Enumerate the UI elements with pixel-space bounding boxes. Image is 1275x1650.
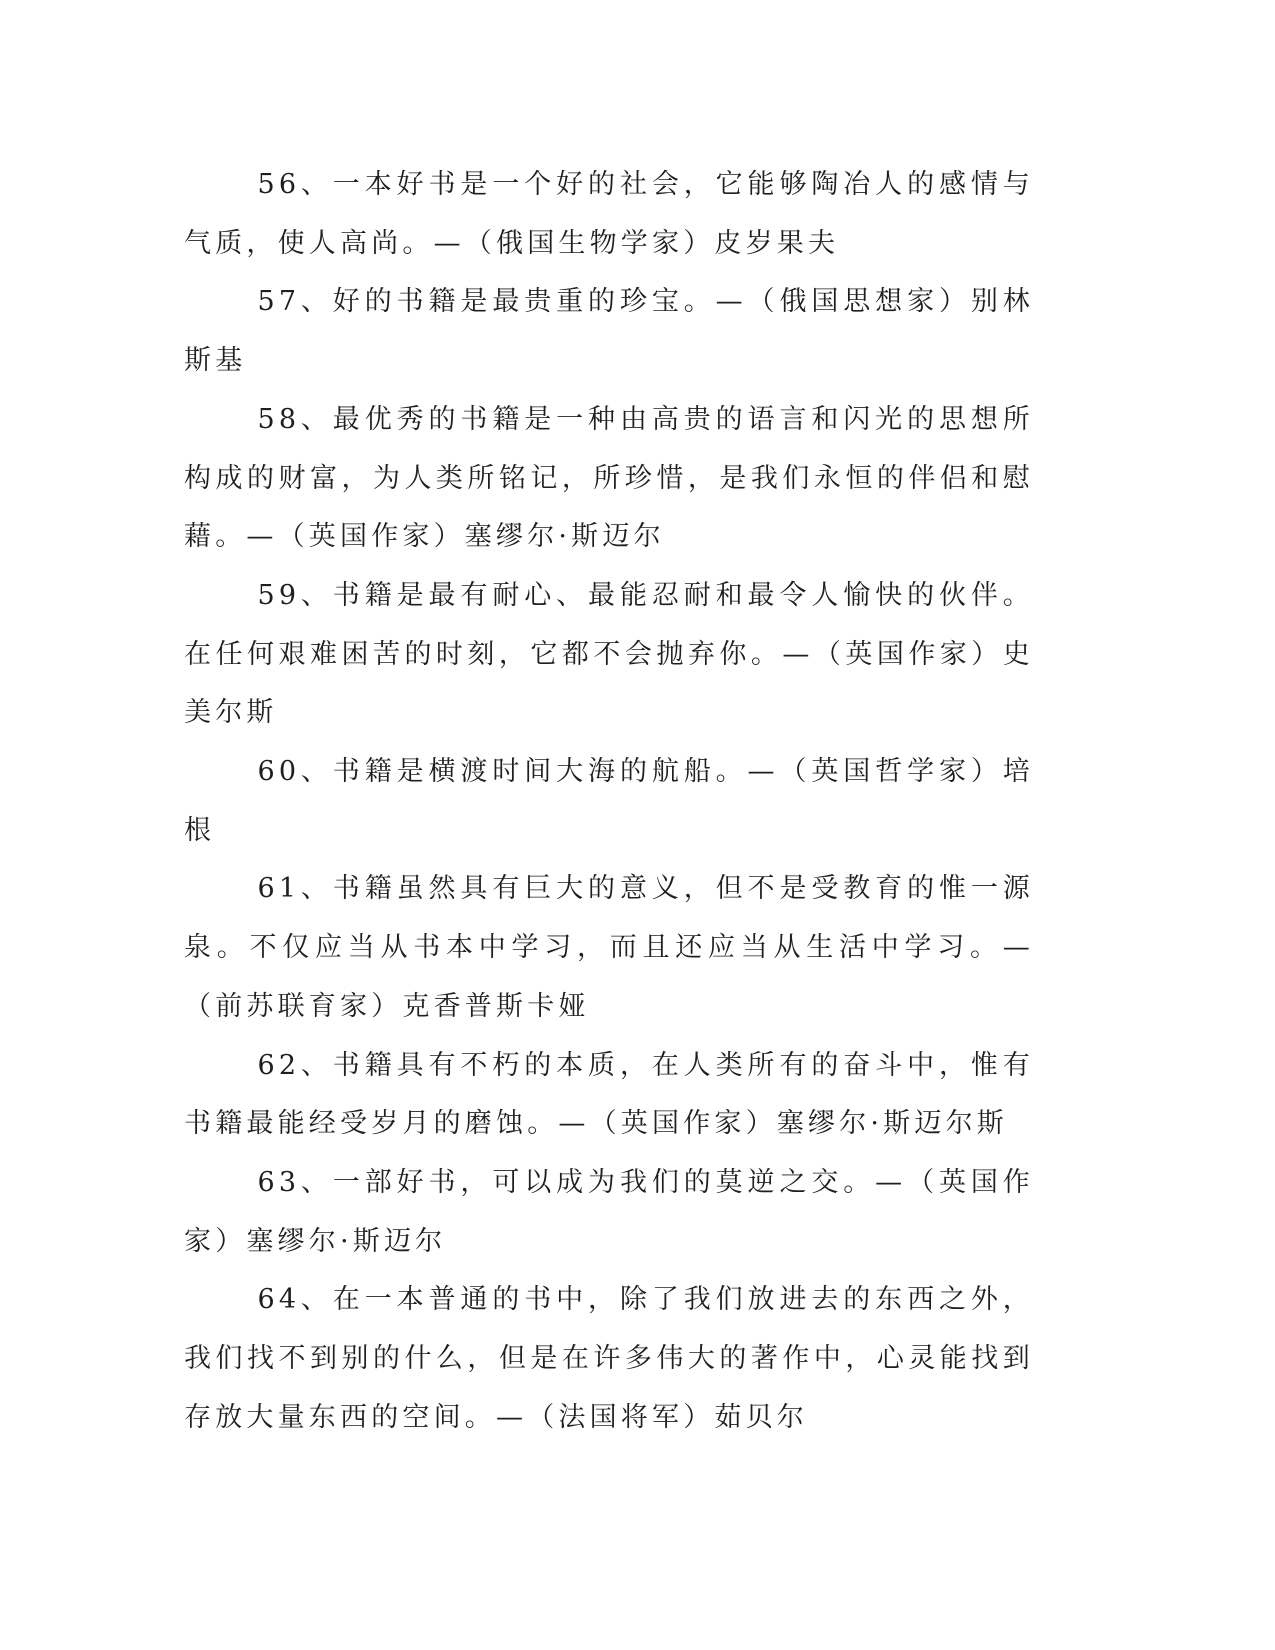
quote-59: 59、书籍是最有耐心、最能忍耐和最令人愉快的伙伴。在任何艰难困苦的时刻，它都不会抛弃你。—（英国作家）史美尔斯 (184, 579, 1034, 729)
quote-56: 56、一本好书是一个好的社会，它能够陶冶人的感情与气质，使人高尚。—（俄国生物学家）皮岁果夫 (184, 169, 1034, 259)
quote-62: 62、书籍具有不朽的本质，在人类所有的奋斗中，惟有书籍最能经受岁月的磨蚀。—（英国作家）塞缪尔·斯迈尔斯 (184, 1049, 1034, 1140)
quote-64: 64、在一本普通的书中，除了我们放进去的东西之外，我们找不到别的什么，但是在许多伟大的著作中，心灵能找到存放大量东西的空间。—（法国将军）茹贝尔 (184, 1284, 1034, 1433)
quote-list (184, 156, 1034, 1447)
quote-57: 57、好的书籍是最贵重的珍宝。—（俄国思想家）别林斯基 (184, 286, 1034, 377)
quote-60: 60、书籍是横渡时间大海的航船。—（英国哲学家）培根 (184, 756, 1034, 846)
quote-63: 63、一部好书，可以成为我们的莫逆之交。—（英国作家）塞缪尔·斯迈尔 (184, 1166, 1034, 1257)
quote-61: 61、书籍虽然具有巨大的意义，但不是受教育的惟一源泉。不仅应当从书本中学习，而且还应当从生活中学习。—（前苏联育家）克香普斯卡娅 (184, 873, 1034, 1022)
quote-58: 58、最优秀的书籍是一种由高贵的语言和闪光的思想所构成的财富，为人类所铭记，所珍惜，是我们永恒的伴侣和慰藉。—（英国作家）塞缪尔·斯迈尔 (184, 403, 1034, 553)
